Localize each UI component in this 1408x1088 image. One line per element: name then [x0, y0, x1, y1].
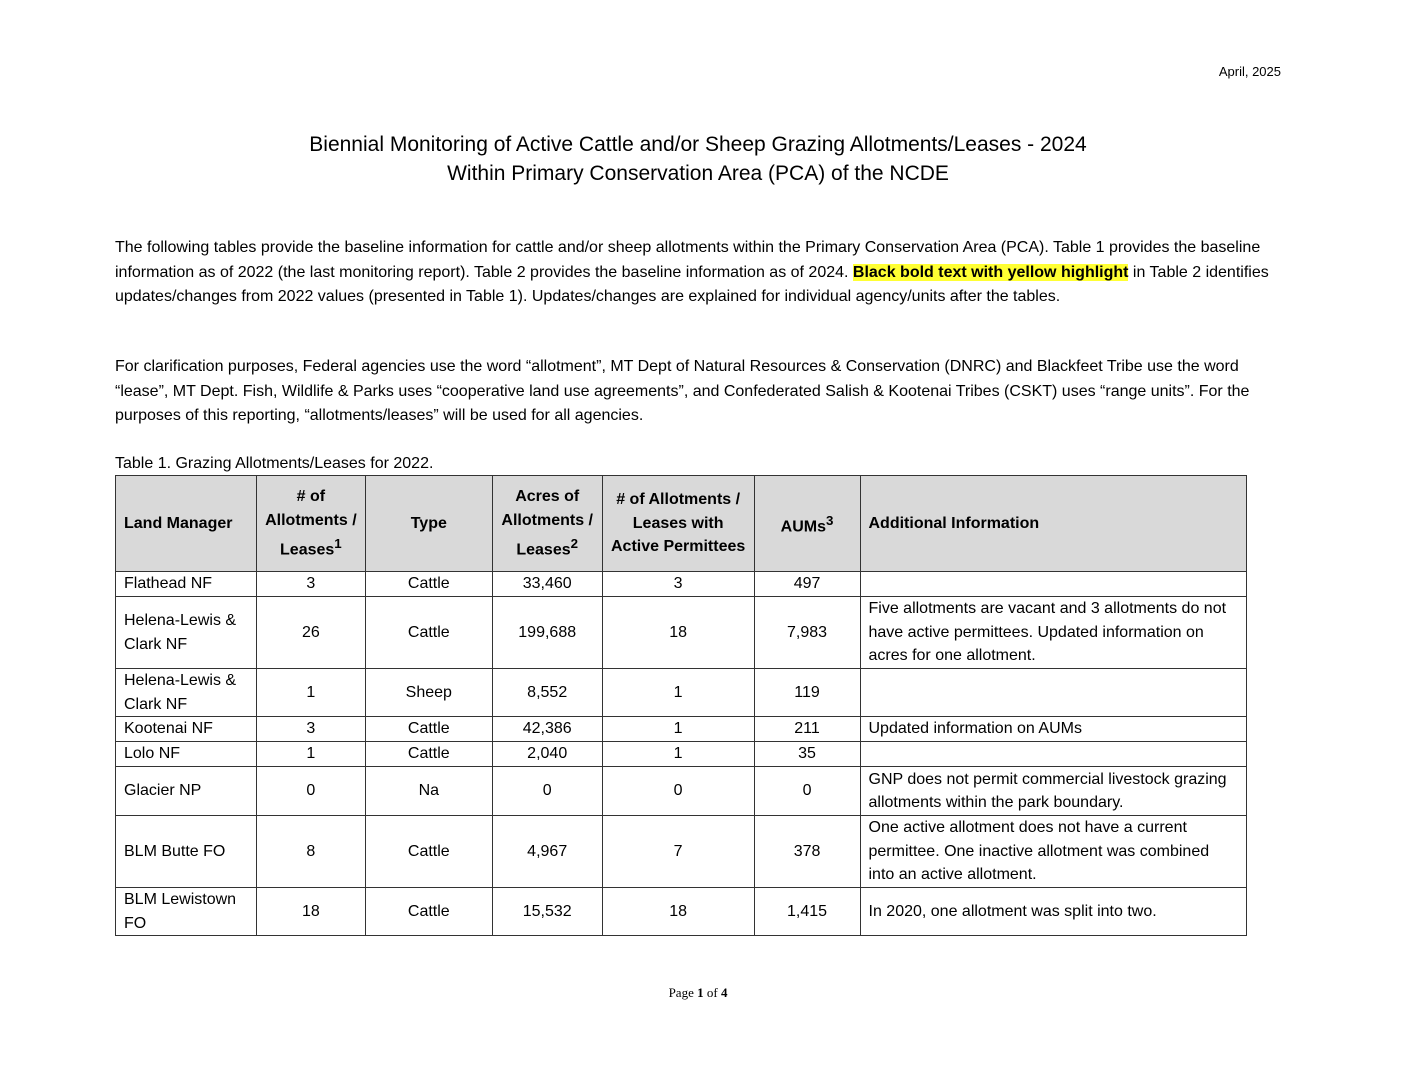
cell-type: Cattle [365, 742, 492, 767]
of-label: of [706, 985, 718, 1000]
cell-aums: 1,415 [754, 888, 860, 936]
cell-active: 7 [602, 816, 754, 888]
table-header-row [116, 476, 1247, 572]
cell-land-manager: Lolo NF [116, 742, 257, 767]
intro-paragraph-2: For clarification purposes, Federal agencies use the word “allotment”, MT Dept of Natural Resources & Conservation (DNRC) and Blackfeet Tribe use the word “lease”, MT Dept. Fish, Wildlife & Parks uses “cooperative land use agreements”, and Confederated Salish & Kootenai Tribes (CSKT) uses “range units”. For the purposes of this reporting, “allotments/leases” will be used for all agencies. [115, 358, 1250, 424]
cell-aums: 0 [754, 767, 860, 816]
cell-type: Cattle [365, 597, 492, 669]
cell-land-manager: Helena-Lewis & Clark NF [116, 597, 257, 669]
page-footer [0, 985, 1396, 1001]
document-date: April, 2025 [1218, 64, 1281, 79]
cell-type: Sheep [365, 669, 492, 717]
cell-acres: 0 [492, 767, 602, 816]
header-aums-label: AUMs [780, 517, 826, 535]
cell-land-manager: Helena-Lewis & Clark NF [116, 669, 257, 717]
cell-acres: 42,386 [492, 717, 602, 742]
table-row [116, 572, 1247, 597]
footnote-marker: 2 [570, 536, 579, 552]
cell-type: Cattle [365, 572, 492, 597]
cell-land-manager: Kootenai NF [116, 717, 257, 742]
document-title [0, 130, 1396, 188]
cell-info [860, 669, 1247, 717]
cell-aums: 211 [754, 717, 860, 742]
header-num-allotments [256, 476, 365, 572]
cell-acres: 15,532 [492, 888, 602, 936]
header-type: Type [365, 476, 492, 572]
footnote-marker: 3 [826, 512, 834, 528]
cell-info [860, 572, 1247, 597]
table-caption: Table 1. Grazing Allotments/Leases for 2022. [115, 455, 434, 472]
table-row [116, 717, 1247, 742]
header-acres-label: Acres of Allotments / Leases [501, 488, 593, 559]
cell-active: 18 [602, 597, 754, 669]
cell-info: One active allotment does not have a current permittee. One inactive allotment was combined into an active allotment. [860, 816, 1247, 888]
cell-active: 1 [602, 717, 754, 742]
table-row [116, 742, 1247, 767]
cell-count: 1 [256, 742, 365, 767]
header-active-permittees: # of Allotments / Leases with Active Permittees [602, 476, 754, 572]
intro-text-continued: in Table 2 identifies updates/changes from 2022 values (presented in Table 1). Updates/changes are explained for individual agency/units after the tables. [115, 263, 1269, 305]
header-aums [754, 476, 860, 572]
cell-type: Cattle [365, 888, 492, 936]
cell-aums: 7,983 [754, 597, 860, 669]
cell-acres: 4,967 [492, 816, 602, 888]
header-land-manager: Land Manager [116, 476, 257, 572]
cell-info [860, 742, 1247, 767]
cell-info: Five allotments are vacant and 3 allotments do not have active permittees. Updated information on acres for one allotment. [860, 597, 1247, 669]
cell-count: 3 [256, 717, 365, 742]
cell-count: 1 [256, 669, 365, 717]
cell-type: Cattle [365, 816, 492, 888]
cell-type: Na [365, 767, 492, 816]
cell-active: 18 [602, 888, 754, 936]
intro-paragraph-1 [115, 236, 1285, 310]
cell-count: 18 [256, 888, 365, 936]
title-line-2: Within Primary Conservation Area (PCA) of the NCDE [447, 162, 949, 185]
table-row [116, 669, 1247, 717]
cell-aums: 35 [754, 742, 860, 767]
page-total: 4 [720, 985, 728, 1000]
header-acres [492, 476, 602, 572]
cell-count: 8 [256, 816, 365, 888]
cell-count: 3 [256, 572, 365, 597]
cell-active: 1 [602, 742, 754, 767]
grazing-table [115, 475, 1247, 936]
cell-aums: 378 [754, 816, 860, 888]
cell-land-manager: BLM Lewistown FO [116, 888, 257, 936]
header-num-allotments-label: # of Allotments / Leases [265, 488, 357, 559]
intro-text: The following tables provide the baseline information for cattle and/or sheep allotments within the Primary Conservation Area (PCA). Table 1 provides the baseline information as of 2022 (the last monitoring report). Table 2 provides the baseline information as of 2024. [115, 239, 1261, 281]
cell-aums: 119 [754, 669, 860, 717]
cell-acres: 8,552 [492, 669, 602, 717]
cell-info: Updated information on AUMs [860, 717, 1247, 742]
header-additional-info: Additional Information [860, 476, 1247, 572]
table-row [116, 767, 1247, 816]
cell-active: 1 [602, 669, 754, 717]
cell-active: 3 [602, 572, 754, 597]
cell-land-manager: BLM Butte FO [116, 816, 257, 888]
table-row [116, 816, 1247, 888]
table-row [116, 888, 1247, 936]
page-number: 1 [697, 985, 704, 1000]
cell-land-manager: Flathead NF [116, 572, 257, 597]
cell-aums: 497 [754, 572, 860, 597]
title-line-1: Biennial Monitoring of Active Cattle and/or Sheep Grazing Allotments/Leases - 2024 [309, 133, 1087, 156]
cell-count: 0 [256, 767, 365, 816]
cell-info: In 2020, one allotment was split into two. [860, 888, 1247, 936]
page-label: Page [668, 985, 694, 1000]
highlighted-text: Black bold text with yellow highlight [852, 263, 1129, 281]
cell-active: 0 [602, 767, 754, 816]
cell-type: Cattle [365, 717, 492, 742]
cell-info: GNP does not permit commercial livestock grazing allotments within the park boundary. [860, 767, 1247, 816]
cell-land-manager: Glacier NP [116, 767, 257, 816]
cell-acres: 2,040 [492, 742, 602, 767]
cell-acres: 199,688 [492, 597, 602, 669]
footnote-marker: 1 [334, 536, 342, 552]
cell-acres: 33,460 [492, 572, 602, 597]
cell-count: 26 [256, 597, 365, 669]
table-row [116, 597, 1247, 669]
